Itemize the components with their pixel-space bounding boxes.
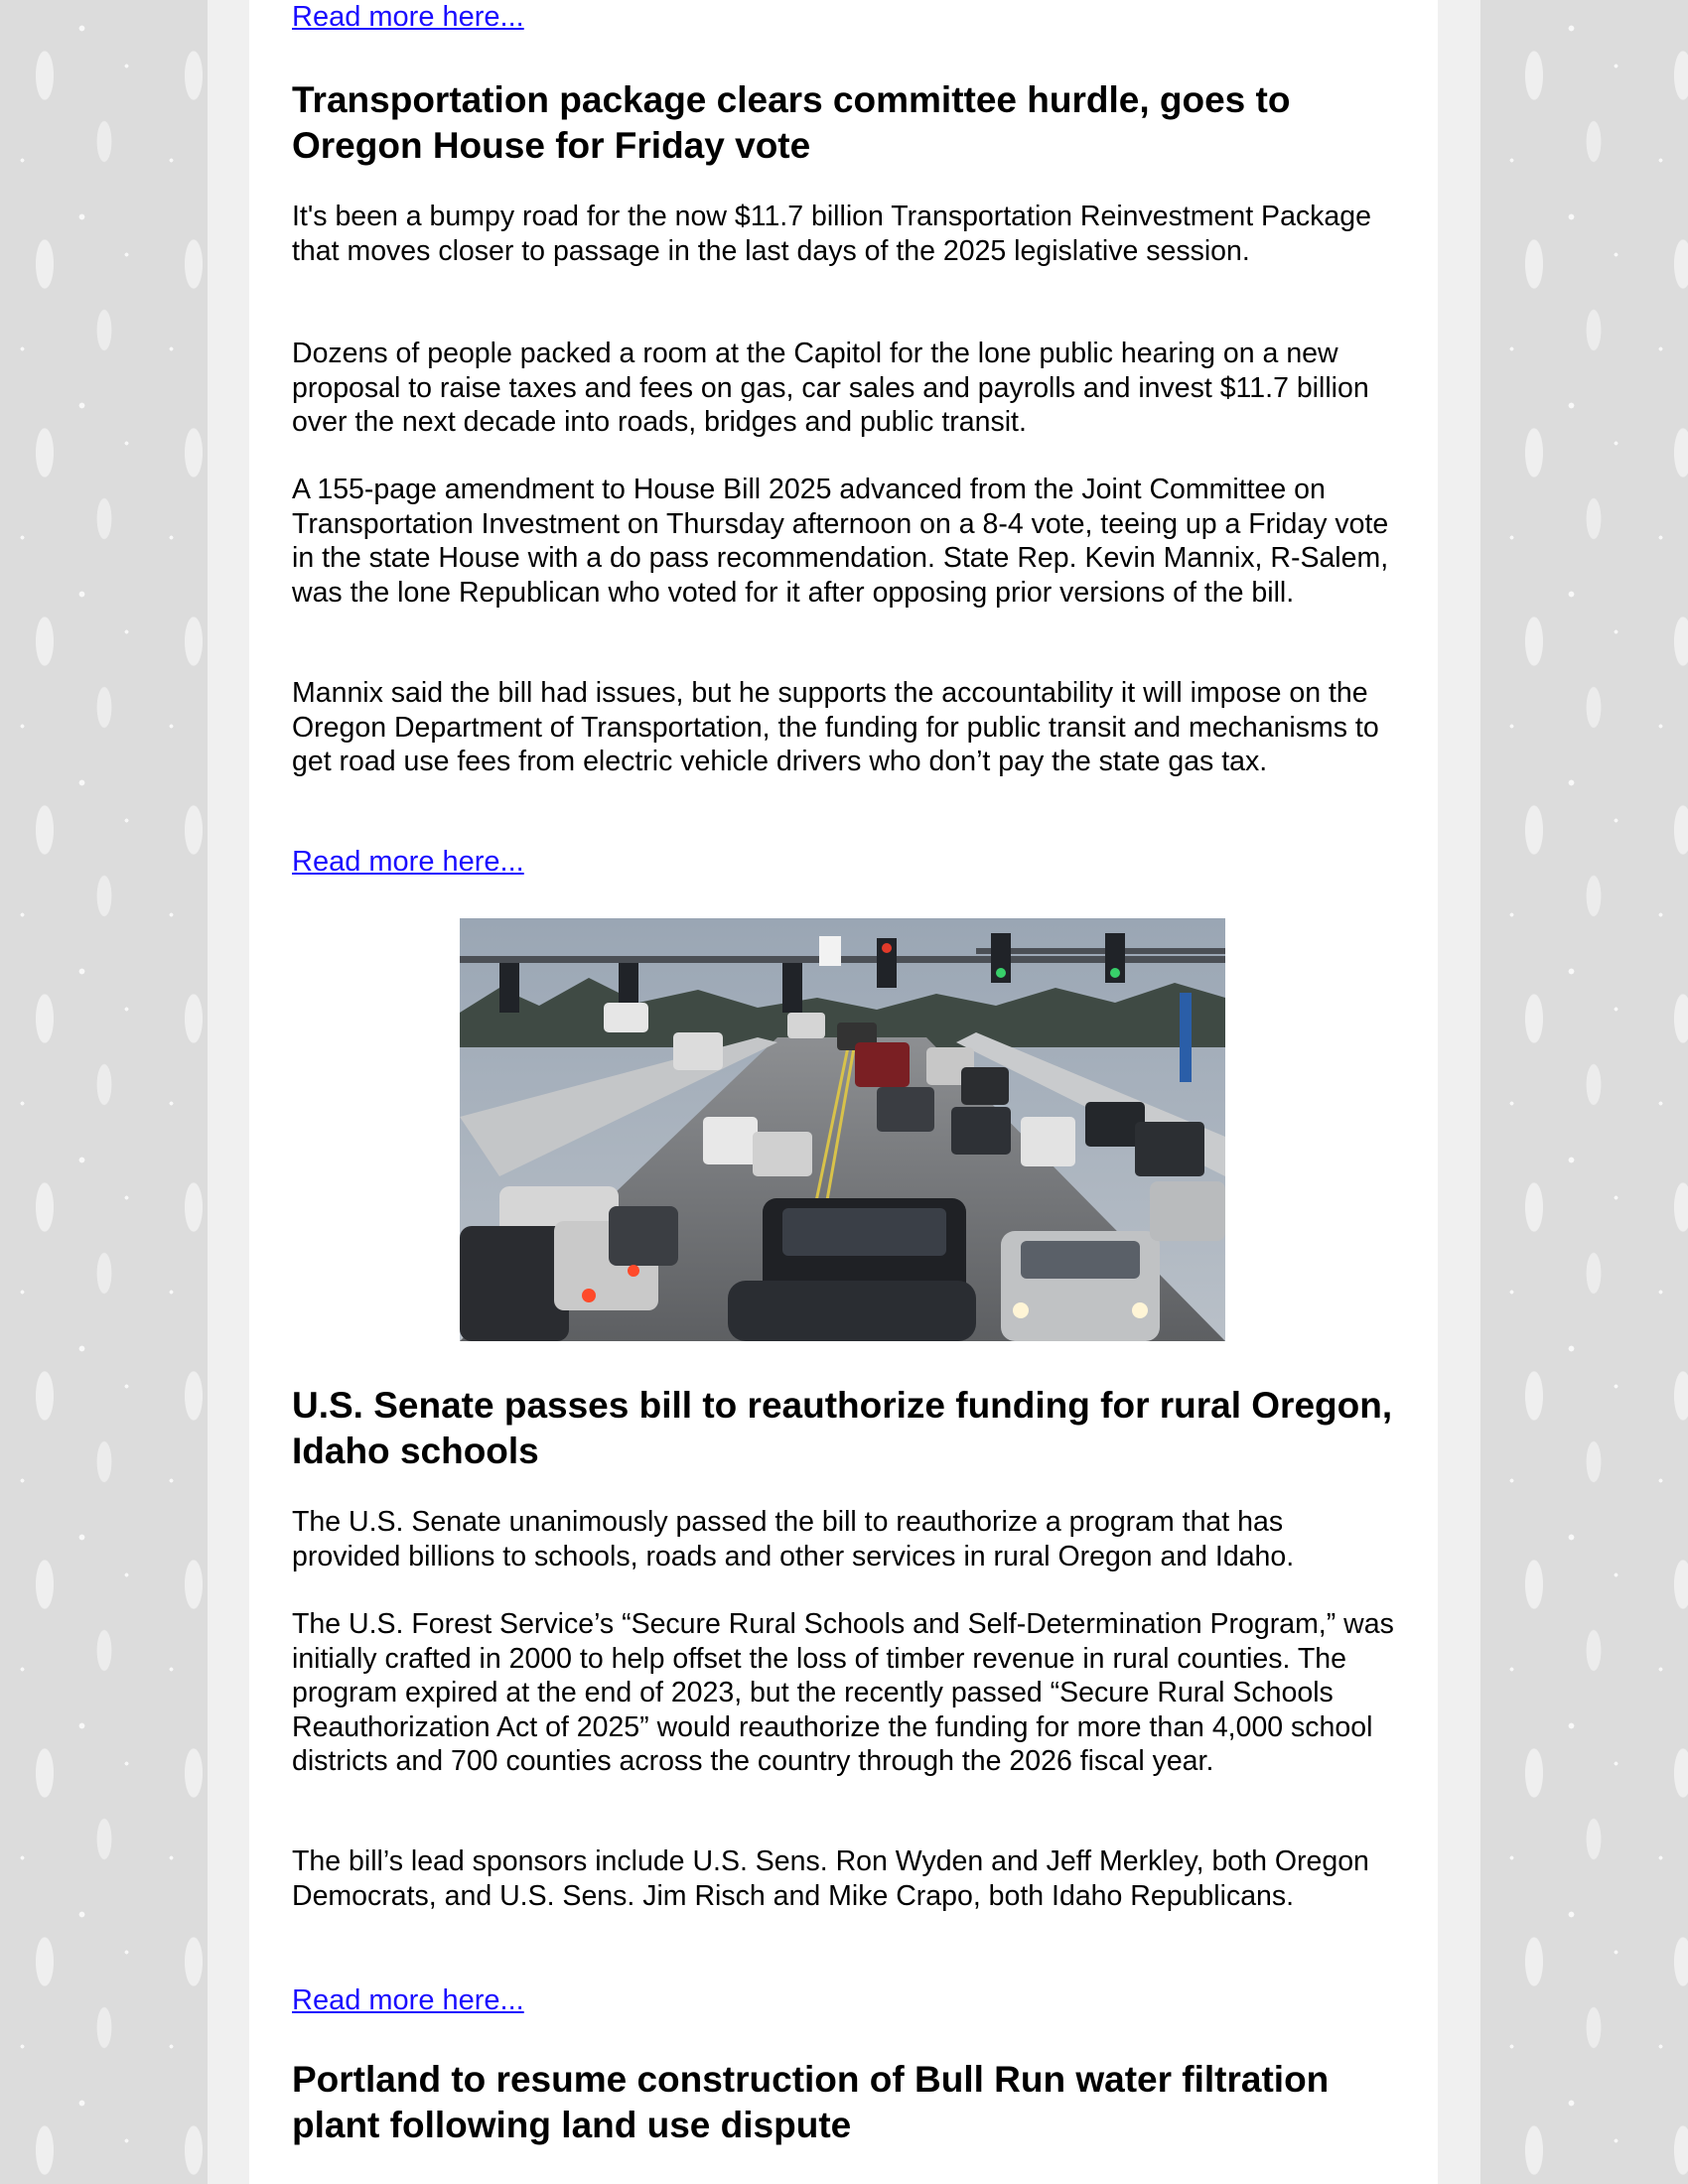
traffic-photo: [460, 918, 1225, 1341]
read-more-link-previous[interactable]: Read more here...: [292, 1, 524, 33]
article-headline-rural-schools: U.S. Senate passes bill to reauthorize funding for rural Oregon, Idaho schools: [292, 1385, 1393, 1471]
article-headline-bull-run: Portland to resume construction of Bull Run water filtration plant following land use dispute: [292, 2059, 1330, 2145]
article-paragraph: The U.S. Senate unanimously passed the bill to reauthorize a program that has provided billions to schools, roads and other services in rural Oregon and Idaho.: [292, 1506, 1295, 1572]
article-paragraph: The U.S. Forest Service’s “Secure Rural Schools and Self-Determination Program,” was initially crafted in 2000 to help offset the loss of timber revenue in rural counties. The program expired at the end of 2023, but the recently passed “Secure Rural Schools Reauthorization Act of 2025” would reauthorize the funding for more than 4,000 school districts and 700 counties across the country through the 2026 fiscal year.: [292, 1608, 1394, 1777]
article-paragraph: Mannix said the bill had issues, but he supports the accountability it will impose on the Oregon Department of Transportation, the funding for public transit and mechanisms to get road use fees from electric vehicle drivers who don’t pay the state gas tax.: [292, 677, 1379, 777]
read-more-link-rural-schools[interactable]: Read more here...: [292, 1984, 524, 2016]
article-paragraph: The bill’s lead sponsors include U.S. Sens. Ron Wyden and Jeff Merkley, both Oregon Democrats, and U.S. Sens. Jim Risch and Mike Crapo, both Idaho Republicans.: [292, 1845, 1369, 1912]
article-headline-transportation: Transportation package clears committee hurdle, goes to Oregon House for Friday vote: [292, 79, 1291, 166]
article-paragraph: A 155-page amendment to House Bill 2025 advanced from the Joint Committee on Transportation Investment on Thursday afternoon on a 8-4 vote, teeing up a Friday vote in the state House with a do pass recommendation. State Rep. Kevin Mannix, R-Salem, was the lone Republican who voted for it after opposing prior versions of the bill.: [292, 474, 1389, 609]
article-paragraph: It's been a bumpy road for the now $11.7 billion Transportation Reinvestment Package that moves closer to passage in the last days of the 2025 legislative session.: [292, 201, 1371, 267]
article-paragraph: Dozens of people packed a room at the Capitol for the lone public hearing on a new proposal to raise taxes and fees on gas, car sales and payrolls and invest $11.7 billion over the next decade into roads, bridges and public transit.: [292, 338, 1369, 438]
read-more-link-transportation[interactable]: Read more here...: [292, 846, 524, 878]
